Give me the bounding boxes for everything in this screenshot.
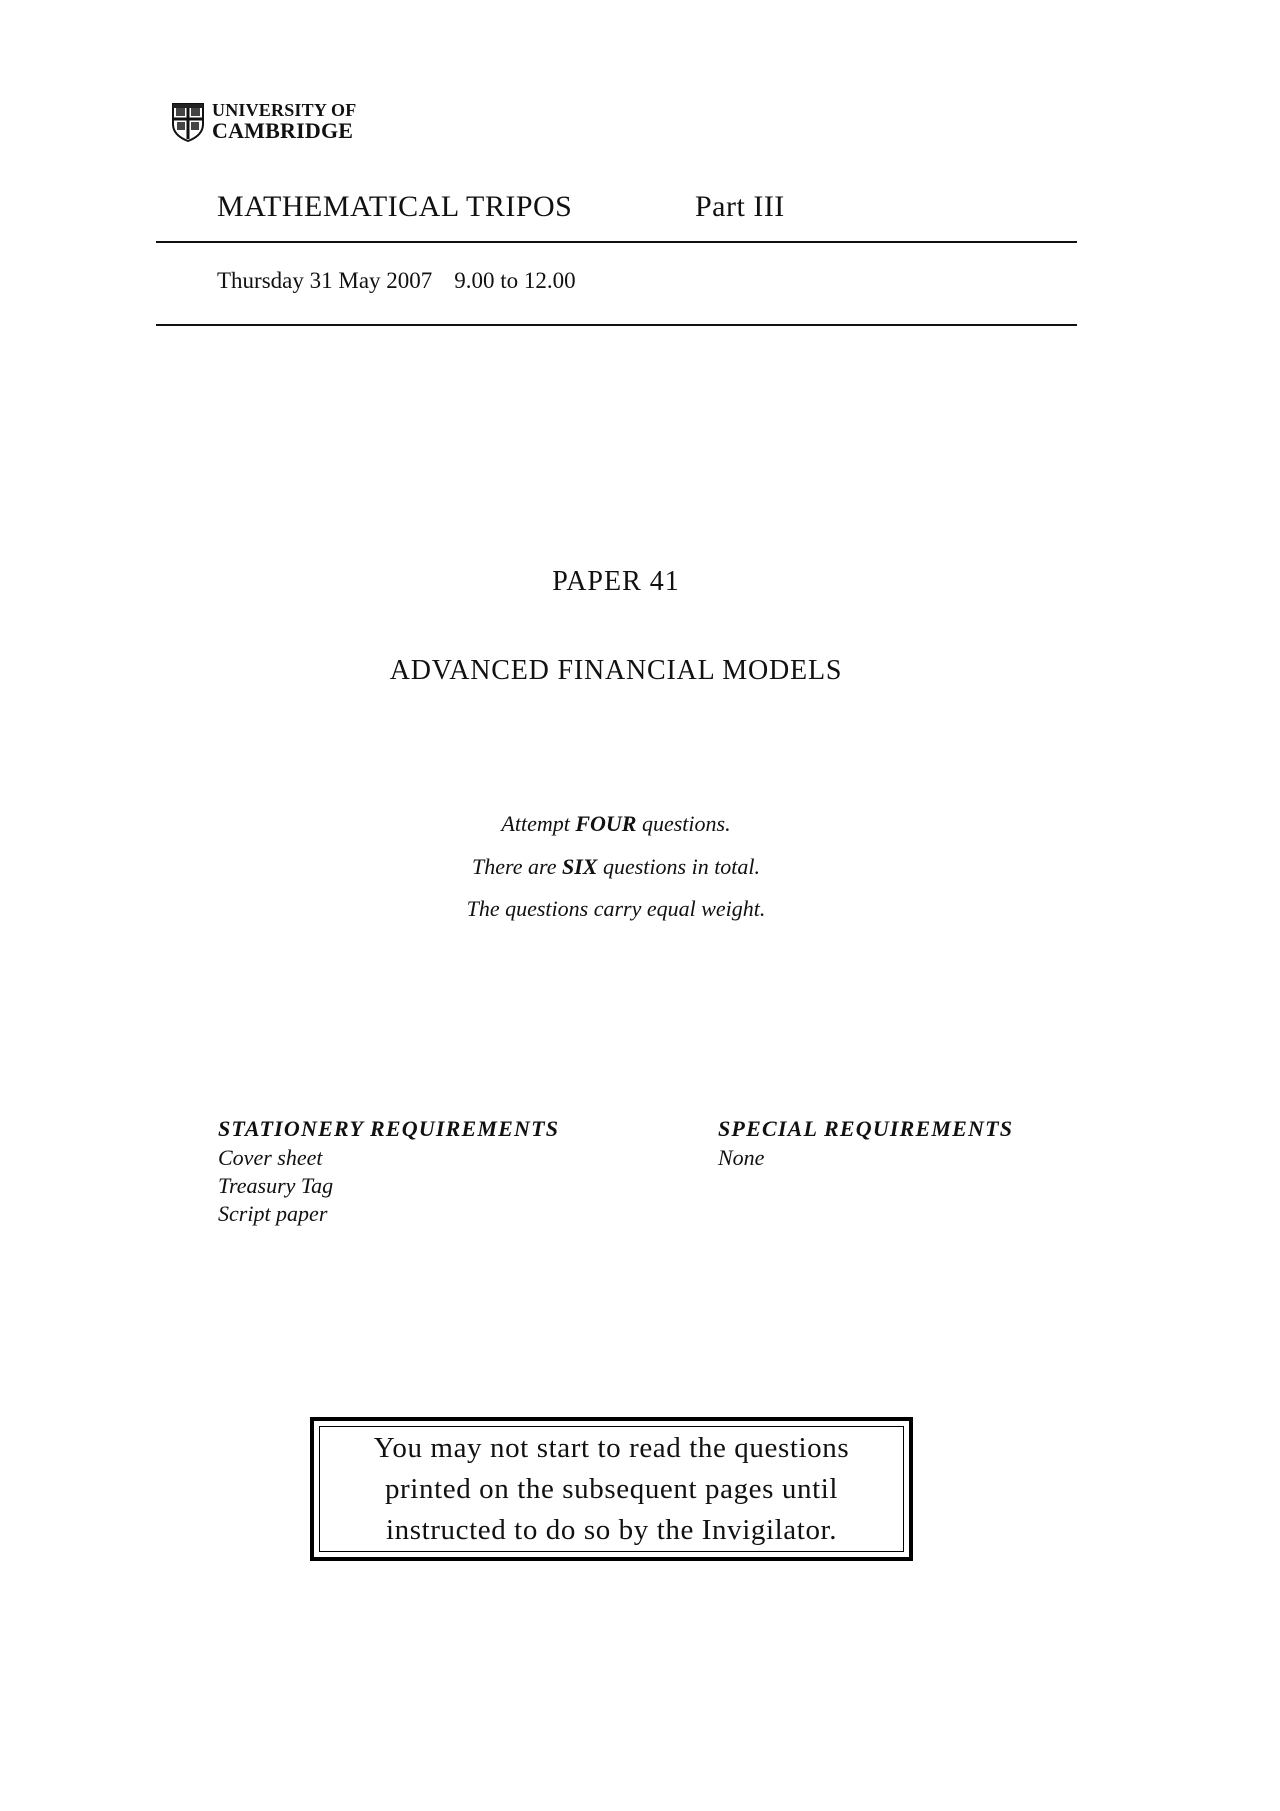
notice-line: printed on the subsequent pages until — [384, 1472, 839, 1505]
special-heading: SPECIAL REQUIREMENTS — [718, 1116, 1014, 1141]
cambridge-crest-icon — [171, 102, 205, 142]
special-item: None — [718, 1145, 765, 1170]
instruction-total-post: questions in total. — [597, 854, 761, 879]
exam-title: MATHEMATICAL TRIPOS — [217, 190, 573, 223]
instruction-attempt-pre: Attempt — [501, 811, 576, 836]
special-requirements — [718, 1116, 1013, 1172]
header-rule-bottom — [156, 324, 1077, 326]
notice-line: instructed to do so by the Invigilator. — [385, 1513, 838, 1546]
university-logo — [171, 101, 356, 142]
instruction-total-count: SIX — [561, 854, 598, 879]
exam-date: Thursday 31 May 2007 — [217, 268, 433, 293]
stationery-item: Treasury Tag — [218, 1173, 334, 1198]
exam-datetime — [217, 268, 576, 294]
instruction-total-pre: There are — [471, 854, 562, 879]
stationery-heading: STATIONERY REQUIREMENTS — [218, 1116, 560, 1141]
stationery-requirements — [218, 1116, 559, 1228]
invigilator-notice-box — [310, 1417, 913, 1561]
header-rule-top — [156, 241, 1077, 243]
instruction-attempt-count: FOUR — [575, 811, 637, 836]
exam-part: Part III — [695, 190, 785, 223]
notice-line: You may not start to read the questions — [373, 1431, 850, 1464]
logo-line-university: UNIVERSITY OF — [212, 100, 357, 120]
paper-number: PAPER 41 — [552, 566, 680, 597]
exam-time: 9.00 to 12.00 — [454, 268, 576, 293]
paper-subject: ADVANCED FINANCIAL MODELS — [389, 655, 843, 686]
stationery-item: Cover sheet — [218, 1145, 323, 1170]
instruction-attempt-post: questions. — [636, 811, 731, 836]
stationery-item: Script paper — [218, 1201, 328, 1226]
instruction-attempt — [0, 811, 1232, 837]
logo-line-cambridge: CAMBRIDGE — [212, 118, 354, 143]
instruction-weight: The questions carry equal weight. — [466, 896, 766, 921]
instruction-total — [0, 854, 1232, 880]
